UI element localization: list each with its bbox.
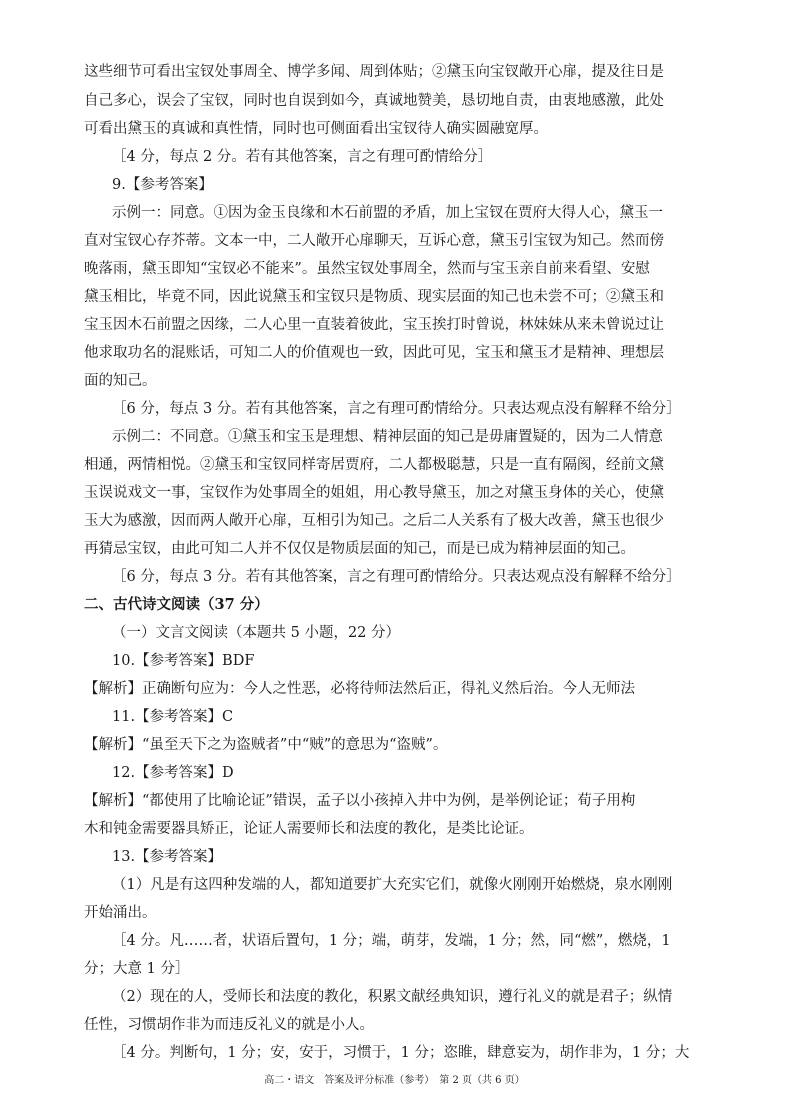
text-line: 示例二：不同意。①黛玉和宝玉是理想、精神层面的知己是毋庸置疑的，因为二人情意	[112, 429, 663, 445]
text-line: 【解析】“虽至天下之为盗贼者”中“贼”的意思为“盗贼”。	[84, 737, 448, 753]
text-line: 开始涌出。	[84, 905, 157, 921]
text-line: 玉大为感激，因而两人敞开心扉，互相引为知己。之后二人关系有了极大改善，黛玉也很少	[84, 513, 664, 529]
section-heading: 二、古代诗文阅读（37 分）	[84, 596, 269, 613]
text-line: 自己多心，误会了宝钗，同时也自误到如今，真诚地赞美，恳切地自责，由衷地感激，此处	[84, 93, 664, 109]
scoring-note: ［6 分，每点 3 分。若有其他答案，言之有理可酌情给分。只表达观点没有解释不给分］	[112, 569, 681, 585]
scoring-note: ［4 分，每点 2 分。若有其他答案，言之有理可酌情给分］	[112, 149, 493, 165]
text-line: （1）凡是有这四种发端的人，都知道要扩大充实它们，就像火刚刚开始燃烧，泉水刚刚	[112, 877, 673, 893]
question-heading: 12.【参考答案】D	[112, 765, 234, 781]
text-line: 分；大意 1 分］	[84, 961, 190, 977]
text-line: 黛玉相比，毕竟不同，因此说黛玉和宝钗只是物质、现实层面的知己也未尝不可；②黛玉和	[84, 289, 664, 305]
question-heading: 10.【参考答案】BDF	[112, 653, 255, 669]
text-line: 直对宝钗心存芥蒂。文本一中，二人敞开心扉聊天，互诉心意，黛玉引宝钗为知己。然而傍	[84, 233, 664, 249]
page-footer: 高二・语文 答案及评分标准（参考） 第 2 页（共 6 页）	[264, 1075, 525, 1086]
text-line: （2）现在的人，受师长和法度的教化，积累文献经典知识，遵行礼义的就是君子；纵情	[112, 989, 673, 1005]
subsection-heading: （一）文言文阅读（本题共 5 小题，22 分）	[112, 625, 401, 641]
question-heading: 11.【参考答案】C	[112, 709, 234, 725]
text-line: 木和钝金需要器具矫正，论证人需要师长和法度的教化，是类比论证。	[84, 821, 534, 837]
text-line: 再猜忌宝钗，由此可知二人并不仅仅是物质层面的知己，而是已成为精神层面的知己。	[84, 541, 635, 557]
text-line: 任性，习惯胡作非为而违反礼义的就是小人。	[84, 1017, 374, 1033]
text-line: 这些细节可看出宝钗处事周全、博学多闻、周到体贴；②黛玉向宝钗敞开心扉，提及往日是	[84, 64, 664, 80]
text-line: 宝玉因木石前盟之因缘，二人心里一直装着彼此，宝玉挨打时曾说，林妹妹从来未曾说过让	[84, 317, 664, 333]
text-line: 晚落雨，黛玉即知“宝钗必不能来”。虽然宝钗处事周全，然而与宝玉亲自前来看望、安慰	[84, 261, 650, 277]
question-heading: 13.【参考答案】	[112, 849, 223, 865]
text-line: 可看出黛玉的真诚和真性情，同时也可侧面看出宝钗待人确实圆融宽厚。	[84, 121, 548, 137]
text-line: 面的知己。	[84, 373, 157, 389]
text-line: 相通，两情相悦。②黛玉和宝钗同样寄居贾府，二人都极聪慧，只是一直有隔阂，经前文黛	[84, 457, 664, 473]
scoring-note: ［6 分，每点 3 分。若有其他答案，言之有理可酌情给分。只表达观点没有解释不给分］	[112, 401, 681, 417]
scoring-note: ［4 分。凡……者，状语后置句，1 分；端，萌芽，发端，1 分；然，同“燃”，燃烧，1	[112, 933, 671, 949]
text-line: 玉误说戏文一事，宝钗作为处事周全的姐姐，用心教导黛玉，加之对黛玉身体的关心，使黛	[84, 485, 664, 501]
text-line: 示例一：同意。①因为金玉良缘和木石前盟的矛盾，加上宝钗在贾府大得人心，黛玉一	[112, 205, 663, 221]
text-line: 【解析】正确断句应为：今人之性恶，必将待师法然后正，得礼义然后治。今人无师法	[84, 681, 635, 697]
text-line: 【解析】“都使用了比喻论证”错误，孟子以小孩掉入井中为例，是举例论证；荀子用枸	[84, 793, 636, 809]
scoring-note: ［4 分。判断句，1 分；安，安于，习惯于，1 分；恣睢，肆意妄为，胡作非为，1 分；大	[112, 1045, 690, 1061]
text-line: 他求取功名的混账话，可知二人的价值观也一致，因此可见，宝玉和黛玉才是精神、理想层	[84, 345, 664, 361]
question-heading: 9.【参考答案】	[112, 177, 213, 193]
